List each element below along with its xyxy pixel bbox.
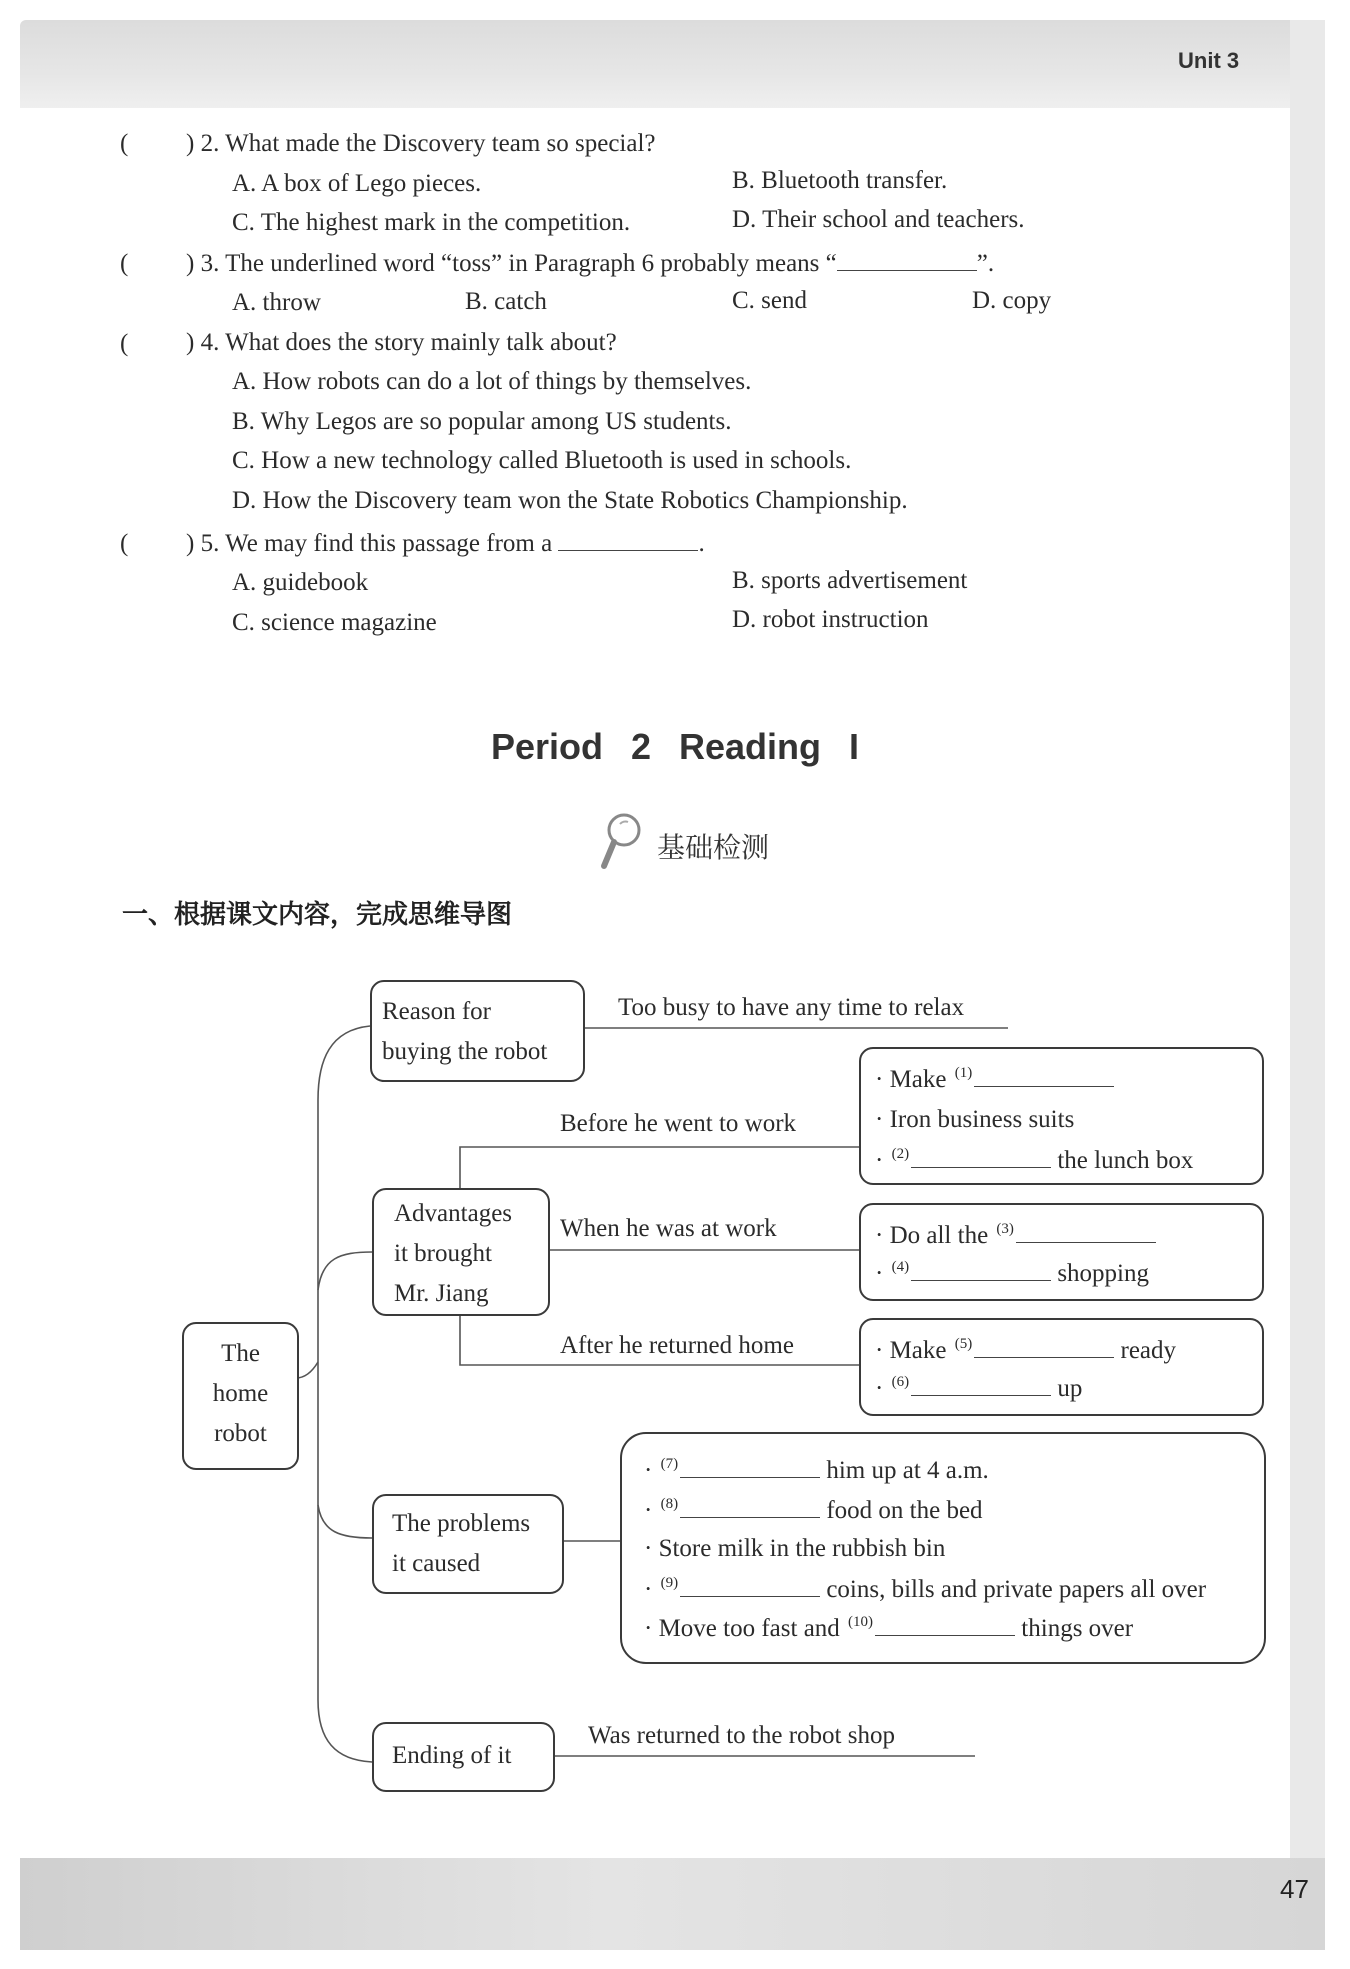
blank-number: (1) — [954, 1065, 973, 1081]
option-d: D. Their school and teachers. — [732, 206, 1025, 233]
stem-after: ”. — [976, 250, 995, 277]
ending-answer: Was returned to the robot shop — [588, 1722, 895, 1749]
spine-line — [318, 1026, 372, 1762]
problems-connector — [318, 1505, 372, 1538]
option-c: C. send — [732, 287, 807, 314]
blank-number: (4) — [891, 1259, 910, 1275]
blank-number: (3) — [996, 1221, 1014, 1237]
option-d: D. robot instruction — [732, 606, 929, 633]
option-b: B. Why Legos are so popular among US students. — [232, 408, 732, 435]
option-a: A. guidebook — [232, 569, 369, 596]
option-b: B. Bluetooth transfer. — [732, 167, 948, 194]
reason-label-line: Reason for — [382, 998, 491, 1025]
instruction-heading: 一、根据课文内容，完成思维导图 — [122, 900, 513, 930]
root-connector — [296, 1362, 318, 1378]
reason-answer: Too busy to have any time to relax — [618, 994, 965, 1021]
question-stem: ) 4. What does the story mainly talk about? — [186, 329, 617, 356]
at-work-box — [859, 1203, 1264, 1301]
list-item: · Do all the $^{(3)}$ — [875, 1221, 1156, 1250]
stem-before: ) 3. The underlined word “toss” in Paragraph 6 probably means “ — [186, 250, 837, 277]
blank-number: (6) — [891, 1374, 910, 1390]
at-work-label: When he was at work — [560, 1215, 777, 1242]
before-work-box — [859, 1047, 1264, 1185]
blank-number: (7) — [660, 1456, 679, 1472]
section-heading: 基础检测 — [657, 831, 770, 864]
answer-paren: ( — [120, 250, 129, 277]
answer-blank[interactable] — [911, 1147, 1051, 1168]
option-c: C. The highest mark in the competition. — [232, 209, 631, 236]
problems-label-line: it caused — [392, 1550, 481, 1577]
blank-number: (2) — [891, 1146, 910, 1162]
option-b: B. sports advertisement — [732, 567, 968, 594]
option-a: A. How robots can do a lot of things by themselves. — [232, 368, 752, 395]
problems-node — [372, 1494, 564, 1594]
list-item: · Move too fast and $^{(10)}$ things over — [644, 1614, 1134, 1642]
root-node — [182, 1322, 299, 1470]
answer-blank[interactable] — [680, 1457, 820, 1478]
list-item: · Make $^{(1)}$ — [875, 1065, 1114, 1094]
answer-blank[interactable] — [974, 1066, 1114, 1087]
advantages-node — [372, 1188, 550, 1316]
question-stem: ) 2. What made the Discovery team so special? — [186, 130, 656, 157]
advantages-label-line: Mr. Jiang — [394, 1280, 489, 1307]
list-item: · Iron business suits — [875, 1106, 1075, 1133]
blank-number: (10) — [848, 1614, 874, 1630]
stem-before: ) 5. We may find this passage from a — [186, 530, 559, 557]
answer-blank[interactable] — [680, 1497, 820, 1518]
blank-number: (5) — [954, 1336, 973, 1352]
period-title: Period 2 Reading I — [490, 726, 860, 767]
answer-blank[interactable] — [680, 1576, 820, 1597]
list-item: · $^{(7)}$ him up at 4 a.m. — [644, 1456, 989, 1484]
reason-label-line: buying the robot — [382, 1038, 548, 1065]
list-item: · $^{(2)}$ the lunch box — [875, 1146, 1194, 1174]
ending-label: Ending of it — [392, 1742, 512, 1769]
option-a: A. throw — [232, 289, 321, 316]
answer-blank[interactable] — [911, 1260, 1051, 1281]
option-d: D. How the Discovery team won the State Robotics Championship. — [232, 487, 908, 514]
problems-box — [620, 1432, 1266, 1664]
answer-paren: ( — [120, 330, 129, 357]
blank-number: (9) — [660, 1575, 679, 1591]
after-work-label: After he returned home — [560, 1332, 794, 1359]
answer-blank[interactable] — [1016, 1222, 1156, 1243]
answer-paren: ( — [120, 130, 129, 157]
option-d: D. copy — [972, 287, 1052, 314]
list-item: · $^{(4)}$ shopping — [875, 1259, 1150, 1287]
unit-label: Unit 3 — [1178, 48, 1240, 73]
stem-after: . — [698, 530, 705, 557]
option-a: A. A box of Lego pieces. — [232, 170, 482, 197]
before-work-label: Before he went to work — [560, 1110, 797, 1137]
answer-paren: ( — [120, 530, 129, 557]
page-number: 47 — [1280, 1874, 1309, 1904]
root-word: The — [221, 1340, 260, 1367]
answer-blank[interactable] — [974, 1337, 1114, 1358]
advantages-label-line: it brought — [394, 1240, 492, 1267]
blank-number: (8) — [660, 1496, 679, 1512]
option-c: C. science magazine — [232, 609, 437, 636]
list-item: · Make $^{(5)}$ ready — [875, 1336, 1177, 1364]
after-work-box — [859, 1318, 1264, 1416]
root-word: home — [212, 1380, 269, 1407]
ending-node — [372, 1722, 555, 1792]
reason-node — [370, 980, 585, 1082]
list-item: · $^{(8)}$ food on the bed — [644, 1496, 983, 1524]
list-item: · $^{(6)}$ up — [875, 1374, 1083, 1402]
list-item: · Store milk in the rubbish bin — [644, 1535, 946, 1562]
advantages-connector — [318, 1252, 372, 1290]
advantages-label-line: Advantages — [394, 1200, 513, 1227]
answer-blank[interactable] — [911, 1375, 1051, 1396]
problems-label-line: The problems — [392, 1510, 531, 1537]
option-b: B. catch — [465, 288, 547, 315]
answer-blank[interactable] — [875, 1615, 1015, 1636]
root-word: robot — [214, 1420, 267, 1447]
option-c: C. How a new technology called Bluetooth is used in schools. — [232, 447, 852, 474]
list-item: · $^{(9)}$ coins, bills and private papers all over — [644, 1575, 1207, 1603]
